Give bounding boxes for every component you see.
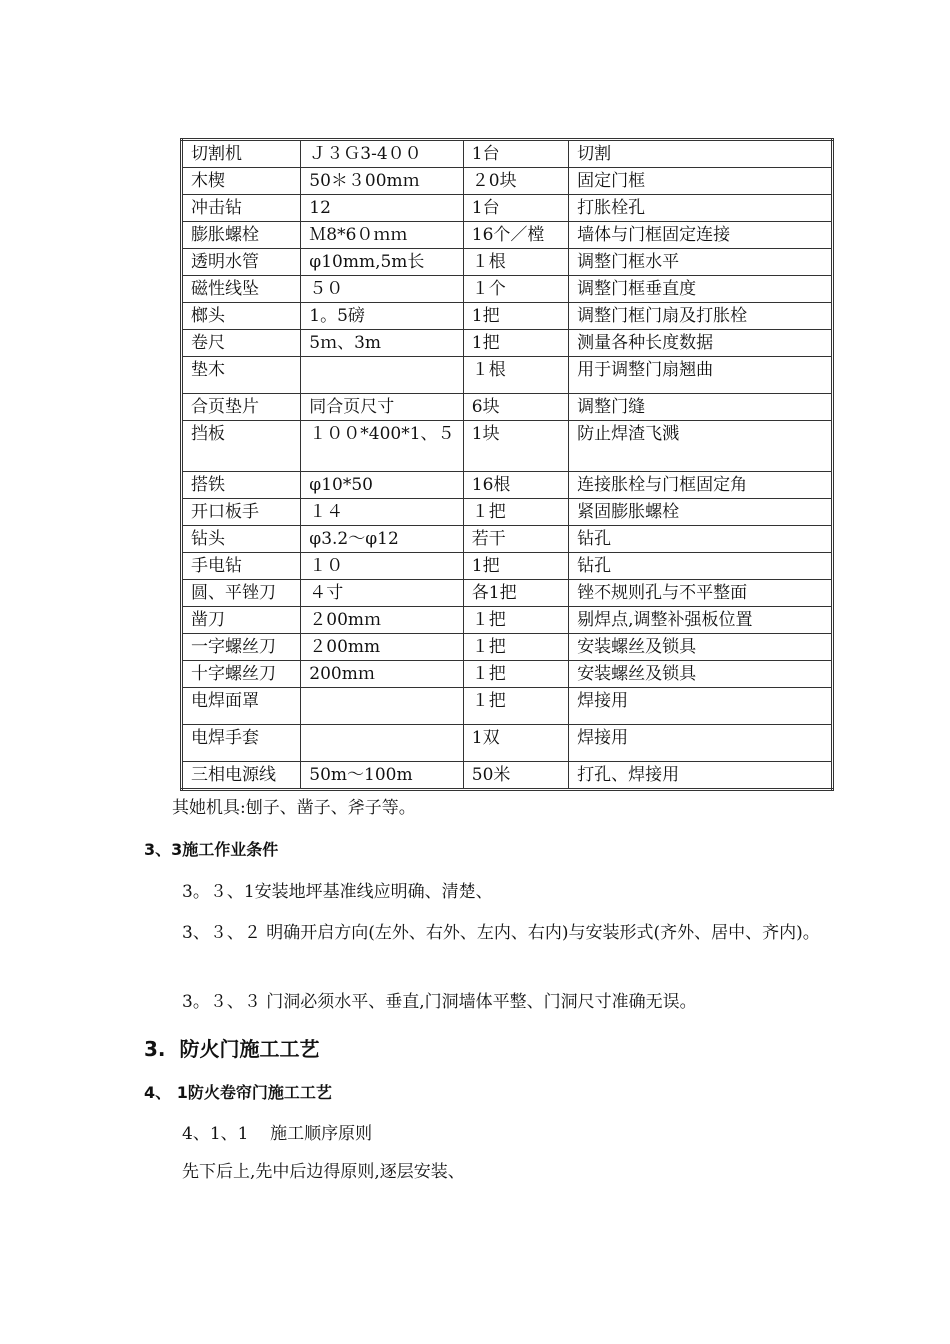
tool-quantity-cell: 1块 xyxy=(463,421,568,472)
table-row xyxy=(182,553,833,580)
tool-purpose-cell: 焊接用 xyxy=(569,688,833,725)
table-row xyxy=(182,394,833,421)
tool-purpose-cell: 固定门框 xyxy=(569,168,833,195)
tool-quantity-cell: 16根 xyxy=(463,472,568,499)
tool-spec-cell: Ｊ３Ｇ3-4００ xyxy=(301,140,464,168)
tool-quantity-cell: １个 xyxy=(463,276,568,303)
tool-quantity-cell: 1把 xyxy=(463,553,568,580)
tool-purpose-cell: 锉不规则孔与不平整面 xyxy=(569,580,833,607)
other-tools-note: 其她机具:刨子、凿子、斧子等。 xyxy=(172,798,416,818)
table-row xyxy=(182,762,833,790)
tool-name-cell: 电焊面罩 xyxy=(182,688,301,725)
tool-name-cell: 透明水管 xyxy=(182,249,301,276)
tool-purpose-cell: 钻孔 xyxy=(569,526,833,553)
tool-name-cell: 搭铁 xyxy=(182,472,301,499)
heading-3: 3. 防火门施工工艺 xyxy=(144,1037,320,1061)
tool-quantity-cell: 若干 xyxy=(463,526,568,553)
paragraph-order: 先下后上,先中后边得原则,逐层安装、 xyxy=(182,1162,465,1182)
tool-name-cell: 手电钻 xyxy=(182,553,301,580)
table-row xyxy=(182,249,833,276)
tool-purpose-cell: 紧固膨胀螺栓 xyxy=(569,499,833,526)
tool-name-cell: 垫木 xyxy=(182,357,301,394)
tool-quantity-cell: １把 xyxy=(463,634,568,661)
tool-spec-cell: １０ xyxy=(301,553,464,580)
paragraph-3-3-1: 3。３、1安装地坪基准线应明确、清楚、 xyxy=(182,882,493,902)
tool-purpose-cell: 连接胀栓与门框固定角 xyxy=(569,472,833,499)
tool-quantity-cell: 1把 xyxy=(463,303,568,330)
tool-name-cell: 开口板手 xyxy=(182,499,301,526)
tool-quantity-cell: １把 xyxy=(463,661,568,688)
tool-name-cell: 切割机 xyxy=(182,140,301,168)
tool-spec-cell: φ3.2～φ12 xyxy=(301,526,464,553)
tool-purpose-cell: 测量各种长度数据 xyxy=(569,330,833,357)
tool-quantity-cell: 6块 xyxy=(463,394,568,421)
table-row xyxy=(182,421,833,472)
table-row xyxy=(182,195,833,222)
paragraph-4-1-1: 4、1、1 施工顺序原则 xyxy=(182,1124,373,1144)
tool-spec-cell xyxy=(301,357,464,394)
table-row xyxy=(182,580,833,607)
tool-purpose-cell: 打孔、焊接用 xyxy=(569,762,833,790)
table-row xyxy=(182,634,833,661)
tool-spec-cell: 50m～100m xyxy=(301,762,464,790)
tool-quantity-cell: 各1把 xyxy=(463,580,568,607)
table-row xyxy=(182,725,833,762)
tool-name-cell: 凿刀 xyxy=(182,607,301,634)
tool-name-cell: 挡板 xyxy=(182,421,301,472)
tool-spec-cell: ４寸 xyxy=(301,580,464,607)
tool-purpose-cell: 切割 xyxy=(569,140,833,168)
tool-quantity-cell: １根 xyxy=(463,249,568,276)
tool-purpose-cell: 调整门框水平 xyxy=(569,249,833,276)
tool-spec-cell: Ｍ8*6０ｍｍ xyxy=(301,222,464,249)
paragraph-3-3-2: 3、３、２ 明确开启方向(左外、右外、左内、右内)与安装形式(齐外、居中、齐内)。 xyxy=(182,923,820,943)
tool-spec-cell: φ10mm,5m长 xyxy=(301,249,464,276)
tool-name-cell: 圆、平锉刀 xyxy=(182,580,301,607)
heading-3-3: 3、3施工作业条件 xyxy=(144,840,279,859)
tool-spec-cell: 200mｍ xyxy=(301,661,464,688)
table-row xyxy=(182,472,833,499)
tool-purpose-cell: 墙体与门框固定连接 xyxy=(569,222,833,249)
table-row xyxy=(182,688,833,725)
tool-quantity-cell: 1把 xyxy=(463,330,568,357)
tool-quantity-cell: 50米 xyxy=(463,762,568,790)
tool-name-cell: 电焊手套 xyxy=(182,725,301,762)
tool-name-cell: 膨胀螺栓 xyxy=(182,222,301,249)
tool-spec-cell: 12 xyxy=(301,195,464,222)
tool-quantity-cell: １根 xyxy=(463,357,568,394)
table-row xyxy=(182,499,833,526)
tool-name-cell: 钻头 xyxy=(182,526,301,553)
tool-spec-cell: 同合页尺寸 xyxy=(301,394,464,421)
tool-name-cell: 十字螺丝刀 xyxy=(182,661,301,688)
tool-quantity-cell: 16个／樘 xyxy=(463,222,568,249)
table-row xyxy=(182,303,833,330)
table-row xyxy=(182,140,833,168)
tool-name-cell: 合页垫片 xyxy=(182,394,301,421)
tool-purpose-cell: 钻孔 xyxy=(569,553,833,580)
tool-name-cell: 卷尺 xyxy=(182,330,301,357)
table-row xyxy=(182,607,833,634)
tool-spec-cell xyxy=(301,725,464,762)
tool-name-cell: 木楔 xyxy=(182,168,301,195)
tool-spec-cell: 50＊３00mｍ xyxy=(301,168,464,195)
tool-name-cell: 磁性线坠 xyxy=(182,276,301,303)
tool-spec-cell: ２00mm xyxy=(301,634,464,661)
tool-quantity-cell: 1台 xyxy=(463,195,568,222)
paragraph-3-3-3: 3。３、３ 门洞必须水平、垂直,门洞墙体平整、门洞尺寸准确无误。 xyxy=(182,992,697,1012)
tool-spec-cell: 1。5磅 xyxy=(301,303,464,330)
table-row xyxy=(182,276,833,303)
tool-purpose-cell: 焊接用 xyxy=(569,725,833,762)
tool-name-cell: 榔头 xyxy=(182,303,301,330)
tool-purpose-cell: 剔焊点,调整补强板位置 xyxy=(569,607,833,634)
tool-name-cell: 三相电源线 xyxy=(182,762,301,790)
tool-spec-cell xyxy=(301,688,464,725)
tool-name-cell: 冲击钻 xyxy=(182,195,301,222)
tool-purpose-cell: 防止焊渣飞溅 xyxy=(569,421,833,472)
tool-spec-cell: １４ xyxy=(301,499,464,526)
tool-purpose-cell: 用于调整门扇翘曲 xyxy=(569,357,833,394)
tool-purpose-cell: 安装螺丝及锁具 xyxy=(569,661,833,688)
table-row xyxy=(182,357,833,394)
tool-quantity-cell: １把 xyxy=(463,688,568,725)
tools-table-body xyxy=(182,140,833,790)
tool-name-cell: 一字螺丝刀 xyxy=(182,634,301,661)
table-row xyxy=(182,168,833,195)
tool-quantity-cell: １把 xyxy=(463,607,568,634)
tool-quantity-cell: 1双 xyxy=(463,725,568,762)
tool-spec-cell: ５０ xyxy=(301,276,464,303)
tool-quantity-cell: １把 xyxy=(463,499,568,526)
table-row xyxy=(182,526,833,553)
tool-spec-cell: １００*400*1、５ xyxy=(301,421,464,472)
tool-purpose-cell: 调整门缝 xyxy=(569,394,833,421)
tool-purpose-cell: 调整门框垂直度 xyxy=(569,276,833,303)
tool-purpose-cell: 调整门框门扇及打胀栓 xyxy=(569,303,833,330)
heading-4-1: 4、 1防火卷帘门施工工艺 xyxy=(144,1083,332,1102)
tool-quantity-cell: 1台 xyxy=(463,140,568,168)
tool-spec-cell: ２00mｍ xyxy=(301,607,464,634)
tool-spec-cell: φ10*50 xyxy=(301,472,464,499)
table-row xyxy=(182,222,833,249)
table-row xyxy=(182,661,833,688)
tool-purpose-cell: 安装螺丝及锁具 xyxy=(569,634,833,661)
tool-quantity-cell: ２0块 xyxy=(463,168,568,195)
tool-spec-cell: 5ｍ、3m xyxy=(301,330,464,357)
tool-purpose-cell: 打胀栓孔 xyxy=(569,195,833,222)
table-row xyxy=(182,330,833,357)
tools-table xyxy=(180,138,834,791)
